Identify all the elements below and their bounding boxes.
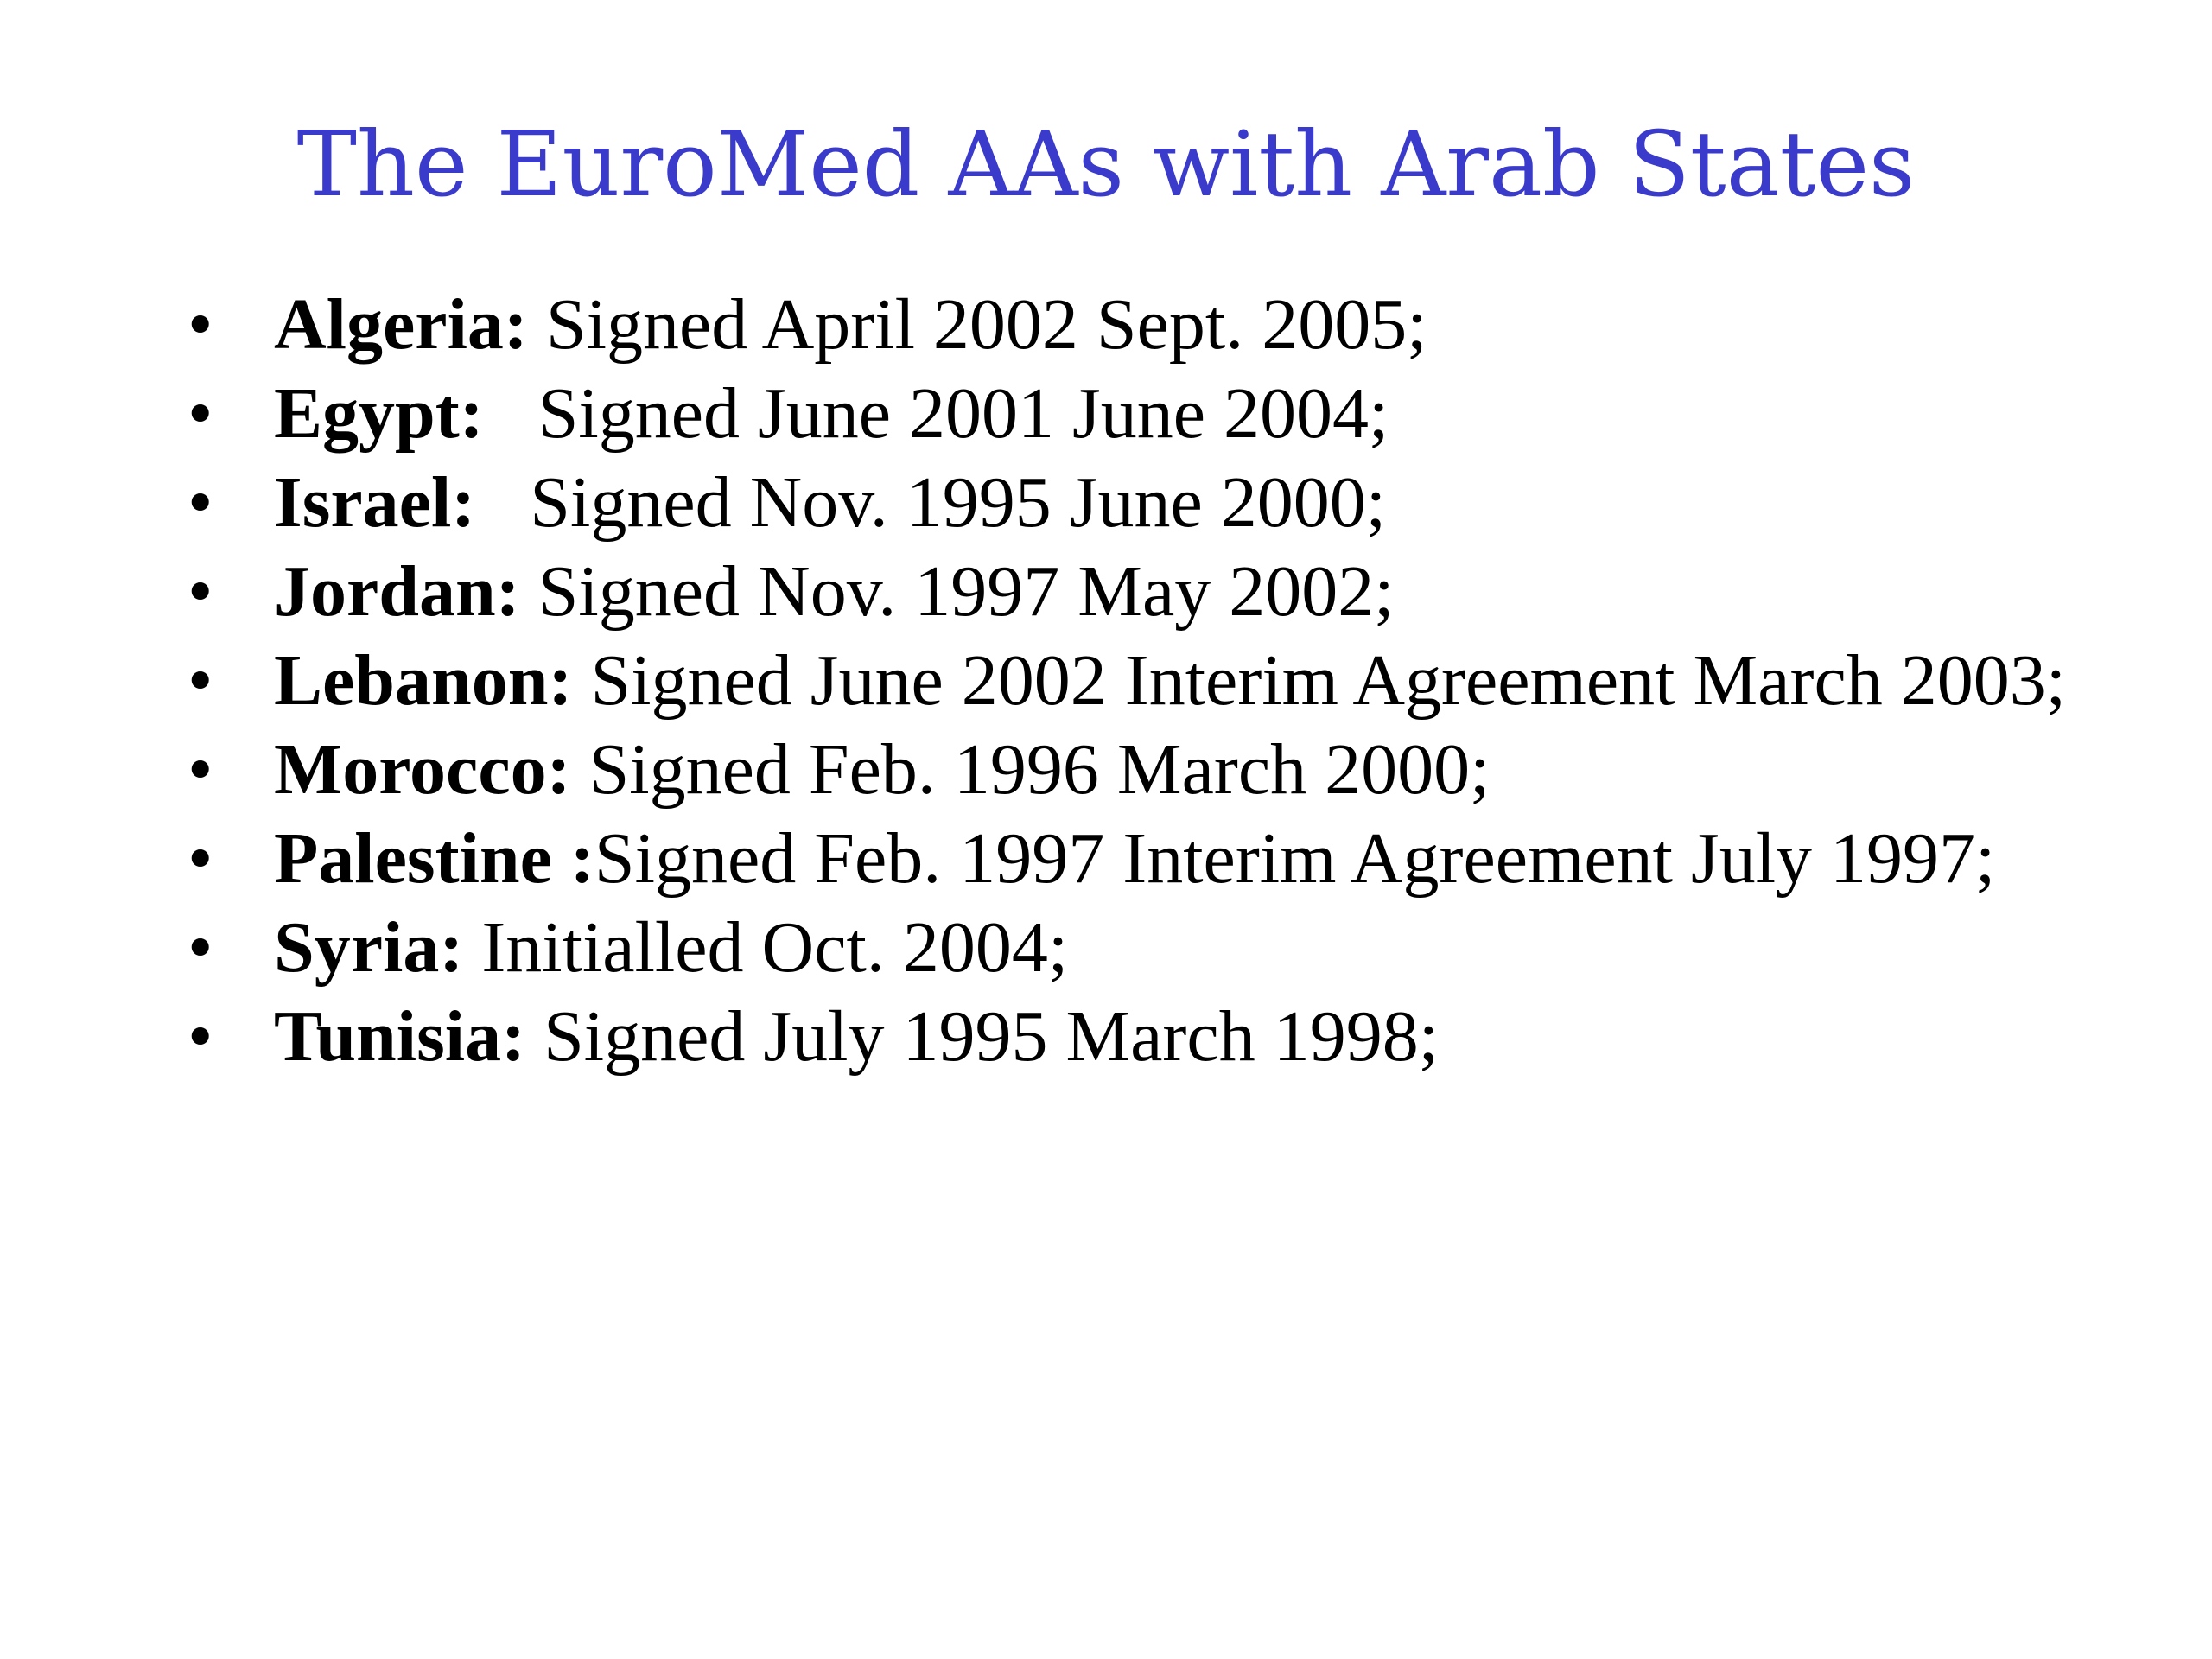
list-item-tunisia xyxy=(177,996,2164,1077)
list-item-morocco xyxy=(177,729,2164,810)
bullet-icon: • xyxy=(188,462,213,543)
bullet-icon: • xyxy=(188,551,213,632)
agreement-detail: Signed Nov. 1995 June 2000; xyxy=(475,462,1387,543)
agreement-detail: Signed April 2002 Sept. 2005; xyxy=(527,284,1427,365)
agreement-detail: Signed Feb. 1996 March 2000; xyxy=(570,729,1491,810)
country-name: Tunisia: xyxy=(274,996,526,1077)
agreement-detail: Signed Nov. 1997 May 2002; xyxy=(519,551,1395,632)
list-item-palestine xyxy=(177,818,2164,899)
bullet-list xyxy=(177,284,2164,1090)
list-item-israel xyxy=(177,462,2164,543)
agreement-detail: Signed Feb. 1997 Interim Agreement July 1997; xyxy=(594,818,1996,899)
list-item-syria xyxy=(177,907,2164,988)
agreement-detail: Signed June 2001 June 2004; xyxy=(483,373,1389,454)
country-name: Israel: xyxy=(274,462,476,543)
bullet-icon: • xyxy=(188,818,213,899)
agreement-detail: Initialled Oct. 2004; xyxy=(463,907,1069,988)
bullet-icon: • xyxy=(188,373,213,454)
country-name: Palestine : xyxy=(274,818,594,899)
list-item-egypt xyxy=(177,373,2164,454)
country-name: Egypt: xyxy=(274,373,484,454)
slide-title: The EuroMed AAs with Arab States xyxy=(296,111,1916,217)
list-item-lebanon xyxy=(177,640,2164,721)
list-item-jordan xyxy=(177,551,2164,632)
bullet-icon: • xyxy=(188,729,213,810)
country-name: Morocco: xyxy=(274,729,571,810)
bullet-icon: • xyxy=(188,996,213,1077)
agreement-detail: Signed June 2002 Interim Agreement March 2003; xyxy=(572,640,2067,721)
bullet-icon: • xyxy=(188,640,213,721)
agreement-detail: Signed July 1995 March 1998; xyxy=(525,996,1440,1077)
country-name: Syria: xyxy=(274,907,464,988)
bullet-icon: • xyxy=(188,907,213,988)
list-item-algeria xyxy=(177,284,2164,365)
bullet-icon: • xyxy=(188,284,213,365)
country-name: Lebanon: xyxy=(274,640,573,721)
country-name: Algeria: xyxy=(274,284,528,365)
country-name: Jordan: xyxy=(274,551,520,632)
